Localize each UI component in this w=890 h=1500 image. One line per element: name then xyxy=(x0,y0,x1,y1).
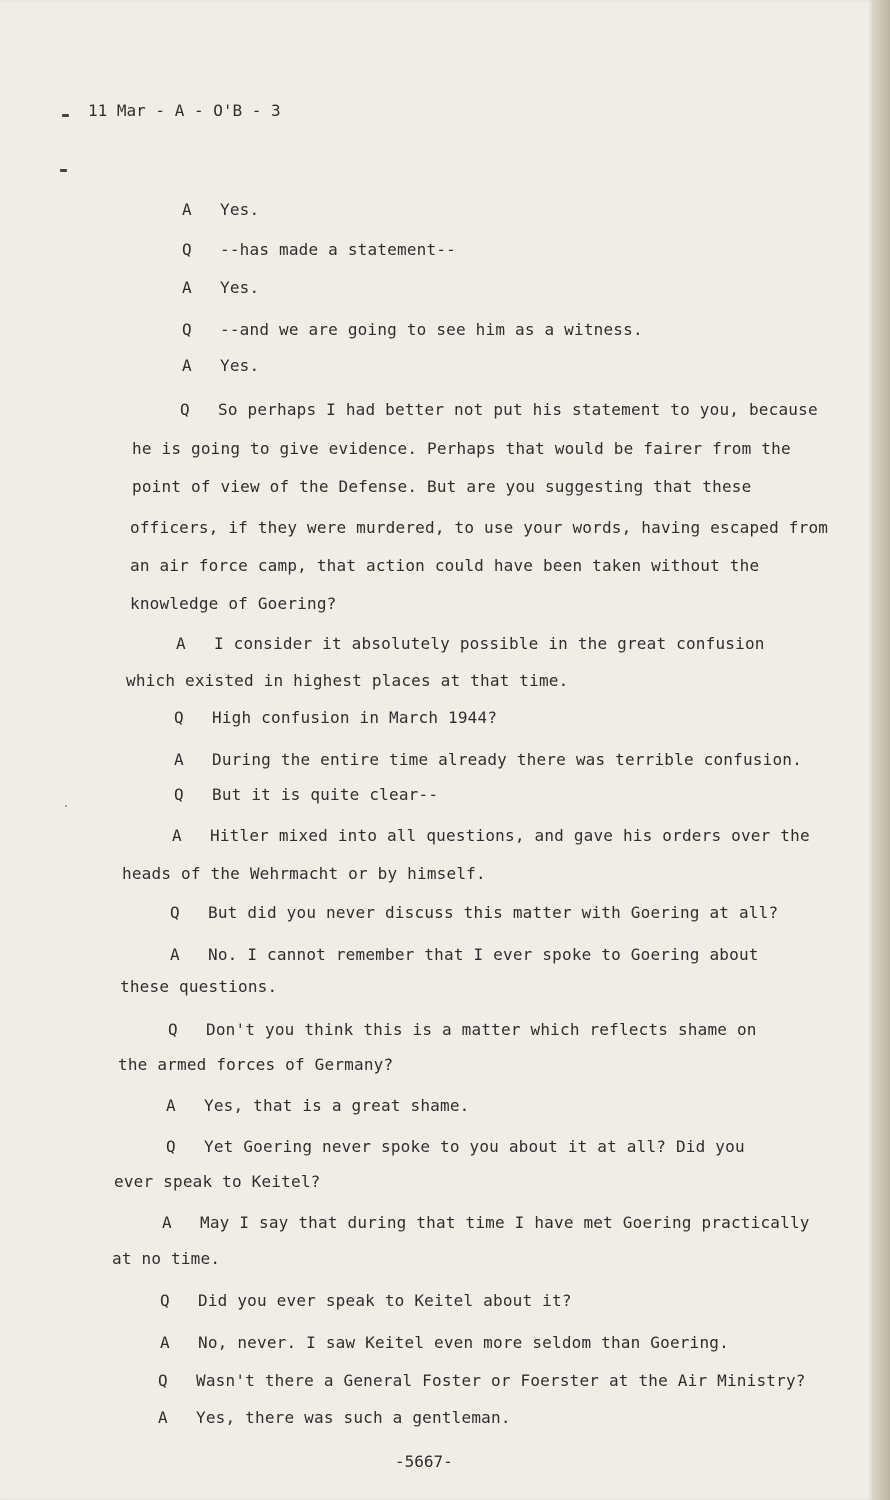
line-text: Yes. xyxy=(220,278,260,297)
speaker-label: Q xyxy=(166,1137,176,1156)
speaker-label: Q xyxy=(158,1371,168,1390)
line-text: No. I cannot remember that I ever spoke to Goering about xyxy=(208,945,759,964)
page-header: 11 Mar - A - O'B - 3 xyxy=(88,101,281,120)
line-text: Yes, there was such a gentleman. xyxy=(196,1408,511,1427)
speaker-label: Q xyxy=(170,903,180,922)
page-edge xyxy=(872,0,890,1500)
speaker-label: Q xyxy=(174,785,184,804)
line-text: Yes. xyxy=(220,200,260,219)
speaker-label: Q xyxy=(182,240,192,259)
speaker-label: A xyxy=(162,1213,172,1232)
transcript-continuation-line xyxy=(130,518,828,537)
transcript-continuation-line xyxy=(132,439,791,458)
transcript-line xyxy=(174,785,438,804)
margin-bullet-mark xyxy=(60,169,67,172)
line-text: Yes, that is a great shame. xyxy=(204,1096,470,1115)
line-text: Hitler mixed into all questions, and gave his orders over the xyxy=(210,826,810,845)
transcript-continuation-line xyxy=(114,1172,321,1191)
transcript-continuation-line xyxy=(130,594,337,613)
line-text: Don't you think this is a matter which reflects shame on xyxy=(206,1020,757,1039)
speaker-label: A xyxy=(158,1408,168,1427)
transcript-line xyxy=(160,1333,729,1352)
line-text: ever speak to Keitel? xyxy=(114,1172,321,1191)
transcript-continuation-line xyxy=(122,864,486,883)
transcript-continuation-line xyxy=(132,477,751,496)
transcript-continuation-line xyxy=(126,671,568,690)
paper-speck xyxy=(65,805,67,807)
margin-bullet-mark xyxy=(62,114,69,117)
speaker-label: A xyxy=(160,1333,170,1352)
line-text: But did you never discuss this matter with Goering at all? xyxy=(208,903,779,922)
line-text: the armed forces of Germany? xyxy=(118,1055,394,1074)
speaker-label: Q xyxy=(174,708,184,727)
speaker-label: Q xyxy=(180,400,190,419)
line-text: which existed in highest places at that time. xyxy=(126,671,569,690)
line-text: So perhaps I had better not put his statement to you, because xyxy=(218,400,818,419)
transcript-line xyxy=(170,945,759,964)
transcript-line xyxy=(160,1291,572,1310)
line-text: During the entire time already there was terrible confusion. xyxy=(212,750,802,769)
transcript-line xyxy=(158,1408,511,1427)
speaker-label: Q xyxy=(182,320,192,339)
line-text: Yet Goering never spoke to you about it at all? Did you xyxy=(204,1137,745,1156)
transcript-line xyxy=(176,634,765,653)
transcript-line xyxy=(158,1371,806,1390)
speaker-label: A xyxy=(170,945,180,964)
transcript-line xyxy=(182,200,259,219)
speaker-label: A xyxy=(176,634,186,653)
transcript-continuation-line xyxy=(120,977,277,996)
transcript-line xyxy=(182,356,259,375)
speaker-label: Q xyxy=(160,1291,170,1310)
line-text: at no time. xyxy=(112,1249,221,1268)
transcript-line xyxy=(174,708,497,727)
line-text: No, never. I saw Keitel even more seldom than Goering. xyxy=(198,1333,729,1352)
line-text: May I say that during that time I have met Goering practically xyxy=(200,1213,810,1232)
transcript-line xyxy=(168,1020,757,1039)
transcript-continuation-line xyxy=(118,1055,393,1074)
line-text: High confusion in March 1944? xyxy=(212,708,498,727)
speaker-label: A xyxy=(182,278,192,297)
transcript-line xyxy=(170,903,778,922)
speaker-label: A xyxy=(182,200,192,219)
line-text: Yes. xyxy=(220,356,260,375)
line-text: point of view of the Defense. But are you suggesting that these xyxy=(132,477,752,496)
transcript-continuation-line xyxy=(112,1249,220,1268)
transcript-line xyxy=(172,826,810,845)
line-text: these questions. xyxy=(120,977,278,996)
speaker-label: A xyxy=(174,750,184,769)
speaker-label: A xyxy=(172,826,182,845)
line-text: But it is quite clear-- xyxy=(212,785,439,804)
transcript-line xyxy=(182,278,259,297)
line-text: I consider it absolutely possible in the great confusion xyxy=(214,634,765,653)
transcript-line xyxy=(174,750,802,769)
transcript-line xyxy=(166,1137,745,1156)
transcript-line xyxy=(162,1213,810,1232)
transcript-line xyxy=(182,240,456,259)
transcript-line xyxy=(166,1096,470,1115)
speaker-label: A xyxy=(166,1096,176,1115)
line-text: an air force camp, that action could have been taken without the xyxy=(130,556,760,575)
line-text: knowledge of Goering? xyxy=(130,594,337,613)
line-text: officers, if they were murdered, to use your words, having escaped from xyxy=(130,518,829,537)
transcript-continuation-line xyxy=(130,556,759,575)
transcript-line xyxy=(180,400,818,419)
line-text: he is going to give evidence. Perhaps that would be fairer from the xyxy=(132,439,791,458)
page-number: -5667- xyxy=(395,1452,453,1471)
line-text: --has made a statement-- xyxy=(220,240,456,259)
transcript-line xyxy=(182,320,643,339)
line-text: Wasn't there a General Foster or Foerster at the Air Ministry? xyxy=(196,1371,806,1390)
line-text: Did you ever speak to Keitel about it? xyxy=(198,1291,572,1310)
speaker-label: A xyxy=(182,356,192,375)
line-text: heads of the Wehrmacht or by himself. xyxy=(122,864,486,883)
speaker-label: Q xyxy=(168,1020,178,1039)
line-text: --and we are going to see him as a witness. xyxy=(220,320,643,339)
